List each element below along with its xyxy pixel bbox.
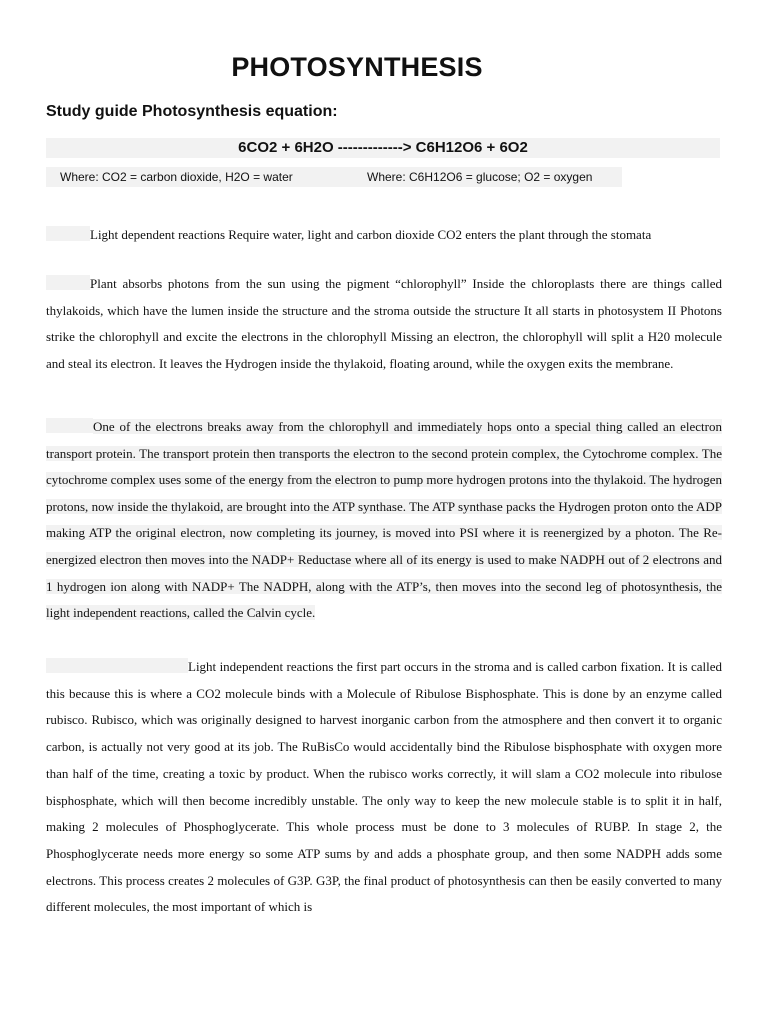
product-definitions: Where: C6H12O6 = glucose; O2 = oxygen — [367, 170, 593, 184]
paragraph-indent — [46, 418, 93, 433]
paragraph-indent — [46, 658, 188, 673]
page-title: PHOTOSYNTHESIS — [231, 52, 483, 82]
paragraph-text: Light dependent reactions Require water, light and carbon dioxide CO2 enters the plant through the stomata — [90, 227, 652, 242]
paragraph-indent — [46, 275, 90, 290]
photosynthesis-equation: 6CO2 + 6H2O -------------> C6H12O6 + 6O2 — [238, 139, 528, 156]
paragraph-text: Light independent reactions the first part occurs in the stroma and is called carbon fixation. It is called this because this is where a CO2 molecule binds with a Molecule of Ribulose Bisphosphate. This is done by an enzyme called rubisco. Rubisco, which was originally designed to harvest inorganic carbon from the atmosphere and then convert it to organic carbon, is actually not very good at its job. The RuBisCo would accidentally bind the Ribulose bisphosphate with oxygen more than half of the time, creating a toxic by product. When the rubisco works correctly, it will slam a CO2 molecule into ribulose bisphosphate, which will then become incredibly unstable. The only way to keep the new molecule stable is to split it in half, making 2 molecules of Phosphoglycerate. This whole process must be done to 3 molecules of RUBP. In stage 2, the Phosphoglycerate needs more energy so some ATP sums by and adds a phosphate group, and then some NADPH adds some electrons. This process creates 2 molecules of G3P. G3P, the final product of photosynthesis can then be easily converted to many different molecules, the most important of which is — [46, 659, 722, 915]
paragraph-light-dependent-intro — [46, 226, 722, 243]
reactant-definitions: Where: CO2 = carbon dioxide, H2O = water — [60, 170, 293, 184]
paragraph-chlorophyll — [46, 271, 722, 377]
study-guide-heading: Study guide Photosynthesis equation: — [46, 103, 338, 120]
paragraph-electron-transport — [46, 414, 722, 627]
paragraph-text: One of the electrons breaks away from the chlorophyll and immediately hops onto a special thing called an electron transport protein. The transport protein then transports the electron to the second protein complex, the Cytochrome complex. The cytochrome complex uses some of the energy from the electron to pump more hydrogen protons into the thylakoid. The hydrogen protons, now inside the thylakoid, are brought into the ATP synthase. The ATP synthase packs the Hydrogen proton onto the ADP making ATP the original electron, now completing its journey, is moved into PSI where it is reenergized by a photon. The Re-energized electron then moves into the NADP+ Reductase where all of its energy is used to make NADPH out of 2 electrons and 1 hydrogen ion along with NADP+ The NADPH, along with the ATP’s, then moves into the second leg of photosynthesis, the light independent reactions, called the Calvin cycle. — [46, 419, 722, 621]
paragraph-calvin-cycle — [46, 654, 722, 921]
paragraph-text: Plant absorbs photons from the sun using the pigment “chlorophyll” Inside the chloroplasts there are things called thylakoids, which have the lumen inside the structure and the stroma outside the structure It all starts in photosystem II Photons strike the chlorophyll and excite the electrons in the chlorophyll Missing an electron, the chlorophyll will split a H20 molecule and steal its electron. It leaves the Hydrogen inside the thylakoid, floating around, while the oxygen exits the membrane. — [46, 276, 722, 371]
paragraph-indent — [46, 226, 90, 241]
